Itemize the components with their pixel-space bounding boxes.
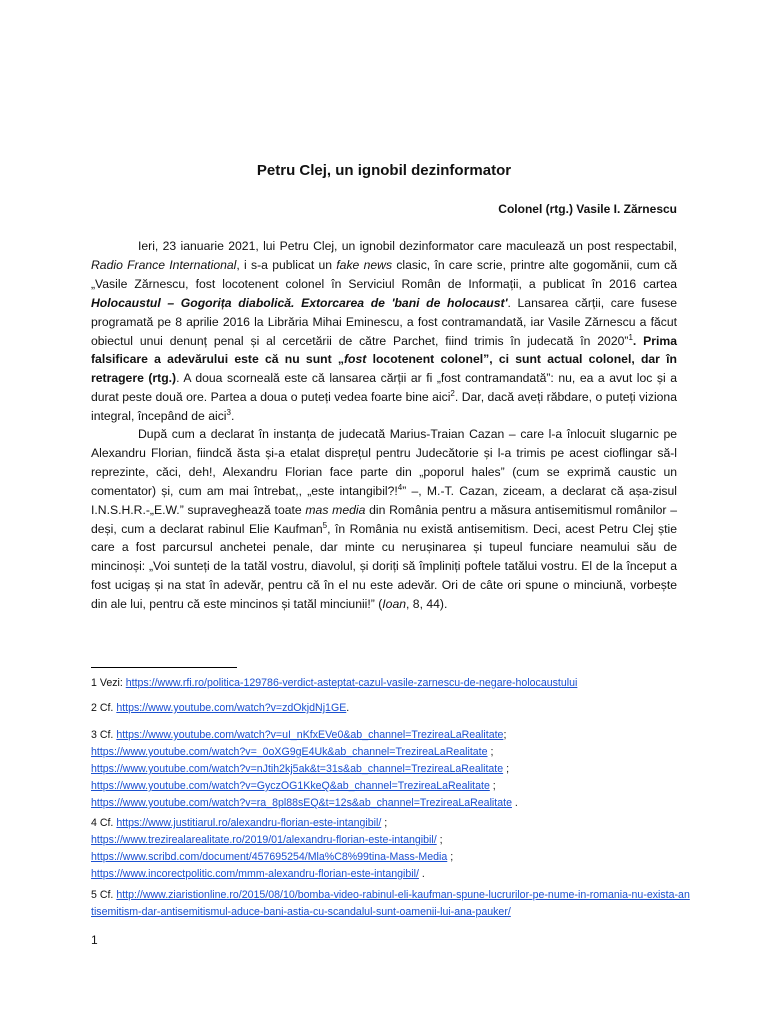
footnote-ref-2[interactable]: 2 — [450, 389, 455, 399]
footnote-5 — [91, 887, 691, 921]
footnote-4 — [91, 815, 691, 883]
footnote-link[interactable]: https://www.youtube.com/watch?v=ra_8pl88sEQ&t=12s&ab_channel=TrezireaLaRealitate — [91, 797, 512, 809]
text-run: ” –, M.-T. Cazan, ziceam, a declarat că așa-zisul I.N.S.H.R.-„E.W.” supraveghează toate — [91, 483, 677, 517]
footnote-punct: ; — [492, 780, 496, 792]
footnote-2 — [91, 700, 691, 717]
text-run: . Lansarea cărții, care fusese programată pe 8 aprilie 2016 la Librăria Mihai Eminescu, a fost contramandată, iar Vasile Zărnescu a făcut obiectul unui denunț penal și al cercetării de către Parchet, fiind trimis în judecată în 2020” — [91, 295, 677, 348]
text-run-bold-italic: fost — [344, 352, 367, 367]
footnote-punct: ; — [503, 729, 507, 741]
text-run: . — [230, 409, 235, 424]
footnote-label: 4 Cf. — [91, 817, 117, 829]
text-run-bold: . Prima falsificare a adevărului este că nu sunt „ — [91, 333, 677, 367]
footnote-link[interactable]: https://www.scribd.com/document/457695254/Mla%C8%99tina-Mass-Media — [91, 851, 448, 863]
footnote-label: 2 Cf. — [91, 702, 117, 714]
footnote-link[interactable]: https://www.rfi.ro/politica-129786-verdict-asteptat-cazul-vasile-zarnescu-de-negare-holocaustului — [125, 677, 578, 689]
footnote-punct: ; — [384, 817, 388, 829]
paragraph-2 — [91, 425, 677, 614]
footnote-ref-1[interactable]: 1 — [628, 332, 633, 342]
footnote-link[interactable]: http://www.ziaristionline.ro/2015/08/10/bomba-video-rabinul-eli-kaufman-spune-lucrurilor-pe-nume-in-romania-nu-exista-antisemitism-dar-antisemitismul-aduce-bani-astia-cu-scandalul-sunt-oamenii-lui-ana-pauker/ — [91, 889, 690, 918]
footnote-3 — [91, 727, 691, 812]
footnote-ref-3[interactable]: 3 — [226, 408, 231, 418]
footnote-punct: ; — [439, 834, 443, 846]
footnote-ref-4[interactable]: 4 — [397, 482, 403, 492]
text-run: clasic, în care scrie, printre alte gogomănii, cum că „Vasile Zărnescu, fost locotenent colonel în Serviciul Român de Informații, a publicat în 2016 cartea — [91, 257, 677, 291]
footnote-link[interactable]: https://www.youtube.com/watch?v=GyczOG1KkeQ&ab_channel=TrezireaLaRealitate — [91, 780, 490, 792]
footnote-link[interactable]: https://www.trezirealarealitate.ro/2019/01/alexandru-florian-este-intangibil/ — [91, 834, 437, 846]
text-run: , în România nu există antisemitism. Deci, acest Petru Clej știe care a fost parcursul anchetei penale, dar minte cu nerușinarea și tupeul funciare neamului său de mincinoși: „Voi sunteți de la tatăl vostru, diavolul, și doriți să împliniți poftele tatălui vostru. El de la început a fost ucigaș și na stat în adevăr, pentru că în el nu este adevăr. Ori de câte ori spune o minciună, vorbește din ale lui, pentru că este mincinos și tatăl minciunii!” ( — [91, 521, 677, 612]
footnote-link[interactable]: https://www.justitiarul.ro/alexandru-florian-este-intangibil/ — [116, 817, 382, 829]
footnote-punct: . — [421, 868, 425, 880]
text-run: , 8, 44). — [406, 597, 448, 612]
text-run-italic: fake news — [336, 257, 393, 272]
text-run: . Dar, dacă aveți răbdare, o puteți viziona integral, începând de aici — [91, 390, 677, 424]
footnote-punct: ; — [506, 763, 510, 775]
text-run: După cum a declarat în instanța de judecată Marius-Traian Cazan – care l-a înlocuit slugarnic pe Alexandru Florian, fiindcă ăsta și-a etalat disprețul pentru Judecătorie și l-a trimis pe acest cioflingar să-l reprezinte, căci, deh!, Alexandru Florian face parte din „poporul hales” (cum se exprimă caustic un comentator) și, cum am mai întrebat,, „este intangibil?! — [91, 427, 677, 498]
page-number: 1 — [91, 933, 98, 947]
text-run-italic: mas media — [305, 502, 366, 517]
paragraph-1 — [91, 237, 677, 426]
footnote-ref-5[interactable]: 5 — [322, 520, 328, 530]
text-run-italic: Ioan — [382, 597, 407, 612]
footnote-label: 1 Vezi: — [91, 677, 126, 689]
author-line: Colonel (rtg.) Vasile I. Zărnescu — [498, 202, 677, 216]
footnote-link[interactable]: https://www.youtube.com/watch?v=_0oXG9gE4Uk&ab_channel=TrezireaLaRealitate — [91, 746, 488, 758]
footnote-punct: . — [346, 702, 350, 714]
text-run-bold: locotenent colonel”, ci sunt actual colonel, dar în retragere (rtg.) — [91, 352, 677, 386]
footnote-punct: . — [514, 797, 518, 809]
footnote-link[interactable]: https://www.youtube.com/watch?v=zdOkjdNj1GE — [116, 702, 347, 714]
page-title: Petru Clej, un ignobil dezinformator — [256, 162, 512, 179]
footnote-label: 3 Cf. — [91, 729, 117, 741]
footnote-separator — [91, 667, 237, 668]
text-run: . A doua scorneală este că lansarea cărții ar fi „fost contramandată”: nu, ea a avut loc și a durat peste două ore. Partea a doua o puteți vedea foarte bine aici — [91, 371, 677, 405]
text-run: Ieri, 23 ianuarie 2021, lui Petru Clej, un ignobil dezinformator care maculează un post respectabil, — [138, 239, 677, 253]
text-run-italic: Radio France International — [91, 257, 237, 272]
footnote-link[interactable]: https://www.youtube.com/watch?v=nJtih2kj5ak&t=31s&ab_channel=TrezireaLaRealitate — [91, 763, 504, 775]
text-run: din România pentru a măsura antisemitismul românilor – deși, cum a declarat rabinul Elie Kaufman — [91, 502, 677, 536]
footnote-link[interactable]: https://www.youtube.com/watch?v=uI_nKfxEVe0&ab_channel=TrezireaLaRealitate — [116, 729, 504, 741]
footnote-1 — [91, 675, 691, 692]
book-title: Holocaustul – Gogorița diabolică. Extorcarea de 'bani de holocaust' — [91, 295, 508, 310]
footnote-punct: ; — [490, 746, 494, 758]
footnote-label: 5 Cf. — [91, 889, 117, 901]
footnote-punct: ; — [450, 851, 454, 863]
text-run: , i s-a publicat un — [236, 257, 337, 272]
footnote-link[interactable]: https://www.incorectpolitic.com/mmm-alexandru-florian-este-intangibil/ — [91, 868, 419, 880]
